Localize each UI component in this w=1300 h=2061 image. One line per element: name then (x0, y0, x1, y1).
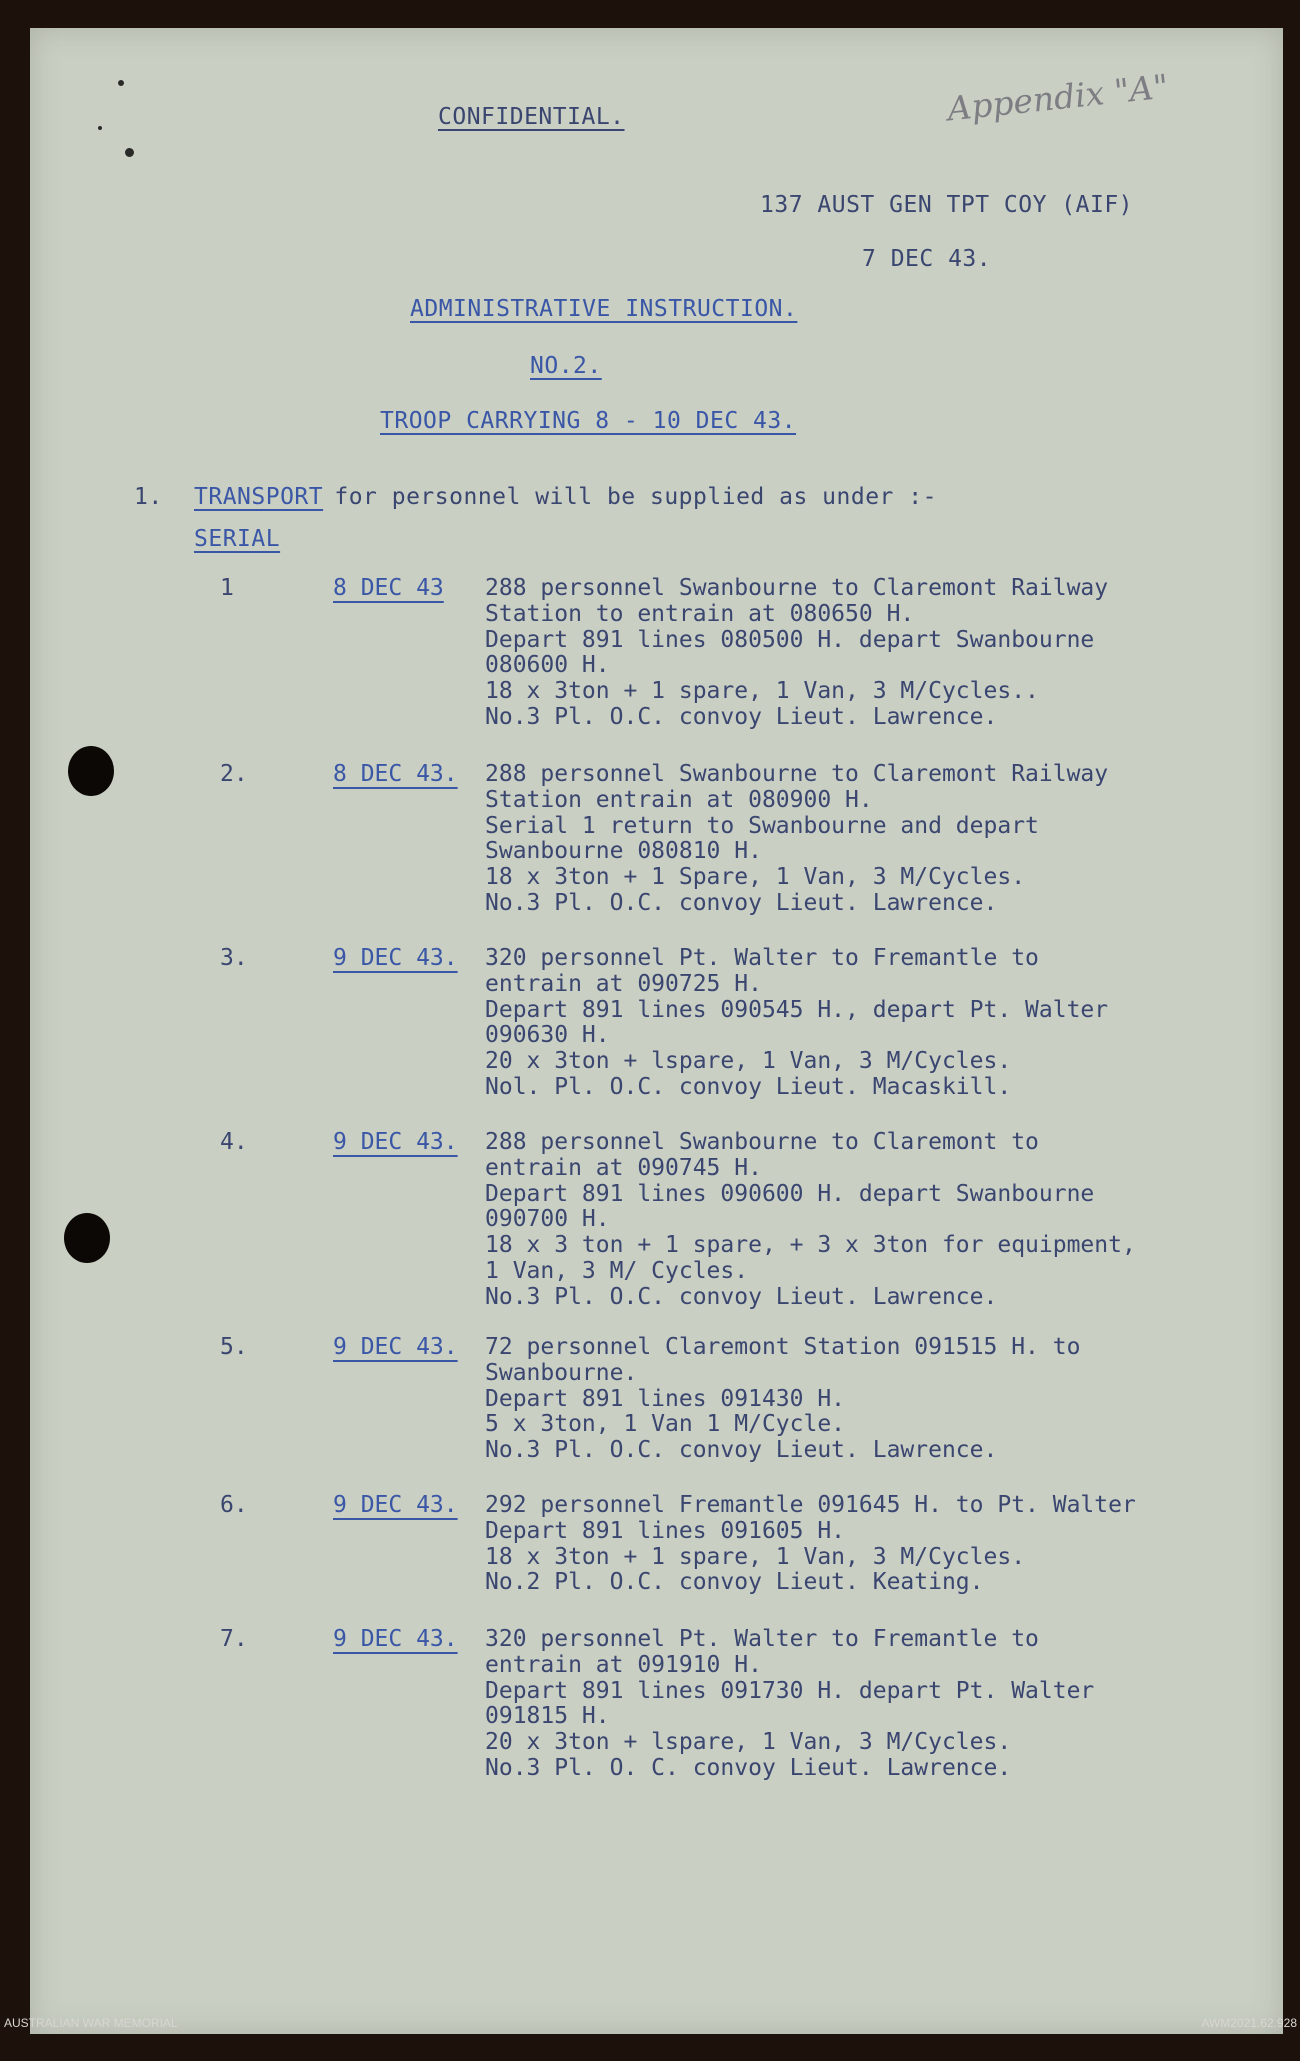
serial-date: 9 DEC 43. (333, 1492, 458, 1518)
document-page (4, 28, 1297, 2034)
serial-detail-line: No.2 Pl. O.C. convoy Lieut. Keating. (485, 1569, 984, 1596)
serial-number: 5. (220, 1334, 248, 1360)
serial-detail-line: Depart 891 lines 091730 H. depart Pt. Walter (485, 1677, 1095, 1704)
unit-name: 137 AUST GEN TPT COY (AIF) (760, 192, 1134, 218)
serial-detail-line: 18 x 3 ton + 1 spare, + 3 x 3ton for equipment, (485, 1232, 1136, 1259)
document-date: 7 DEC 43. (862, 246, 992, 272)
serial-detail-line: 18 x 3ton + 1 spare, 1 Van, 3 M/Cycles. (485, 1543, 1026, 1570)
serial-detail-line: Station to entrain at 080650 H. (485, 600, 915, 627)
serial-detail-line: 5 x 3ton, 1 Van 1 M/Cycle. (485, 1411, 846, 1438)
serial-detail-line: Depart 891 lines 091605 H. (485, 1517, 846, 1544)
instruction-number: NO.2. (530, 353, 602, 379)
serial-detail-line: 18 x 3ton + 1 spare, 1 Van, 3 M/Cycles.. (485, 678, 1039, 705)
serial-detail-line: 1 Van, 3 M/ Cycles. (485, 1258, 749, 1284)
footer-source: AUSTRALIAN WAR MEMORIAL (4, 2016, 178, 2030)
serial-detail-line: 20 x 3ton + lspare, 1 Van, 3 M/Cycles. (485, 1048, 1012, 1075)
serial-detail-line: Swanbourne. (485, 1359, 638, 1386)
serial-detail-line: entrain at 091910 H. (485, 1651, 762, 1678)
serial-detail-line: 080600 H. (485, 652, 610, 679)
serial-number: 1 (220, 575, 234, 601)
serial-detail-line: Depart 891 lines 080500 H. depart Swanbourne (485, 626, 1095, 653)
serial-detail-line: Depart 891 lines 091430 H. (485, 1385, 846, 1412)
serial-detail-line: 72 personnel Claremont Station 091515 H. to (485, 1334, 1081, 1360)
section-heading: TRANSPORT (194, 484, 324, 510)
serial-detail-line: 288 personnel Swanbourne to Claremont Railway (485, 761, 1109, 787)
serial-detail-line: 292 personnel Fremantle 091645 H. to Pt. Walter (485, 1492, 1136, 1518)
serial-detail-line: 18 x 3ton + 1 Spare, 1 Van, 3 M/Cycles. (485, 864, 1026, 891)
serial-detail-line: entrain at 090745 H. (485, 1154, 762, 1181)
serial-number: 4. (220, 1129, 248, 1155)
document-title: ADMINISTRATIVE INSTRUCTION. (410, 296, 798, 322)
serial-date: 9 DEC 43. (333, 1626, 458, 1652)
punch-hole-icon (68, 746, 114, 796)
serial-number: 2. (220, 761, 248, 787)
pin-mark (98, 126, 102, 130)
serial-date: 8 DEC 43 (333, 575, 444, 601)
serial-detail-line: No.3 Pl. O.C. convoy Lieut. Lawrence. (485, 704, 998, 730)
serial-date: 9 DEC 43. (333, 1334, 458, 1360)
serial-detail-line: 288 personnel Swanbourne to Claremont Railway (485, 575, 1109, 601)
serial-detail-line: 20 x 3ton + lspare, 1 Van, 3 M/Cycles. (485, 1729, 1012, 1756)
serial-detail-line: 091815 H. (485, 1703, 610, 1730)
serial-detail-line: 090700 H. (485, 1206, 610, 1233)
serial-detail-line: 320 personnel Pt. Walter to Fremantle to (485, 1626, 1039, 1652)
serial-detail-line: Nol. Pl. O.C. convoy Lieut. Macaskill. (485, 1074, 1012, 1100)
serial-detail-line: 288 personnel Swanbourne to Claremont to (485, 1129, 1039, 1155)
serial-number: 6. (220, 1492, 248, 1518)
serial-number: 7. (220, 1626, 248, 1652)
serial-detail-line: entrain at 090725 H. (485, 970, 762, 997)
classification-heading: CONFIDENTIAL. (438, 104, 625, 130)
serial-date: 9 DEC 43. (333, 945, 458, 971)
serial-detail-line: 320 personnel Pt. Walter to Fremantle to (485, 945, 1039, 971)
serial-detail-line: Serial 1 return to Swanbourne and depart (485, 812, 1039, 839)
section-number: 1. (134, 484, 163, 510)
punch-hole-icon (64, 1213, 110, 1263)
document-subject: TROOP CARRYING 8 - 10 DEC 43. (380, 408, 797, 434)
serial-detail-line: No.3 Pl. O. C. convoy Lieut. Lawrence. (485, 1755, 1012, 1781)
section-intro: for personnel will be supplied as under :- (320, 484, 937, 510)
serial-date: 9 DEC 43. (333, 1129, 458, 1155)
footer-reference: AWM2021.62.928 (1201, 2016, 1297, 2030)
serial-detail-line: Depart 891 lines 090600 H. depart Swanbourne (485, 1180, 1095, 1207)
serial-number: 3. (220, 945, 248, 971)
serial-detail-line: 090630 H. (485, 1022, 610, 1049)
pin-mark (118, 80, 124, 86)
serial-detail-line: No.3 Pl. O.C. convoy Lieut. Lawrence. (485, 890, 998, 916)
serial-date: 8 DEC 43. (333, 761, 458, 787)
serial-detail-line: Depart 891 lines 090545 H., depart Pt. Walter (485, 996, 1109, 1023)
serial-detail-line: No.3 Pl. O.C. convoy Lieut. Lawrence. (485, 1437, 998, 1464)
serial-detail-line: Swanbourne 080810 H. (485, 838, 762, 865)
pin-mark (125, 148, 134, 157)
serial-detail-line: Station entrain at 080900 H. (485, 786, 873, 813)
serial-label: SERIAL (194, 526, 281, 552)
handwritten-annotation: Appendix "A" (945, 66, 1171, 129)
serial-detail-line: No.3 Pl. O.C. convoy Lieut. Lawrence. (485, 1283, 998, 1310)
